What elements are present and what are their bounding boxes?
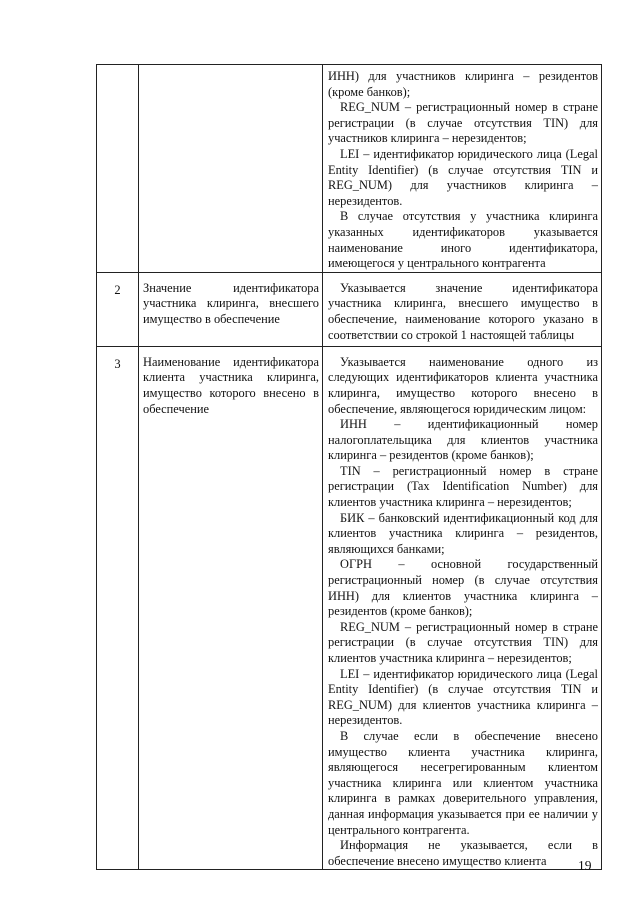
row-number-cell: 2 xyxy=(97,272,139,346)
table-row xyxy=(97,346,602,870)
description-paragraph: Указывается наименование одного из следующих идентификаторов клиента участника клиринга, имущество которого внесено в обеспечение, являющегося юридическим лицом: xyxy=(328,354,598,416)
field-name-cell: Значение идентификатора участника клиринга, внесшего имущество в обеспечение xyxy=(139,272,323,346)
description-paragraph: В случае если в обеспечение внесено имущество клиента участника клиринга, являющегося несегрегированным клиентом участника клиринга или клиентом участника клиринга в рамках доверительного управления, данная информация указывается при ее наличии у центрального контрагента. xyxy=(328,728,598,837)
description-paragraph: LEI – идентификатор юридического лица (Legal Entity Identifier) (в случае отсутствия TIN и REG_NUM) для участников клиринга – нерезидентов. xyxy=(328,146,598,208)
row-number-cell: 3 xyxy=(97,346,139,870)
description-paragraph: TIN – регистрационный номер в стране регистрации (Tax Identification Number) для клиентов участника клиринга – нерезидентов; xyxy=(328,463,598,510)
description-cell xyxy=(323,272,602,346)
document-table xyxy=(96,64,602,870)
description-paragraph: ИНН) для участников клиринга – резидентов (кроме банков); xyxy=(328,69,598,99)
field-name-cell: Наименование идентификатора клиента участника клиринга, имущество которого внесено в обеспечение xyxy=(139,346,323,870)
description-paragraph: Указывается значение идентификатора участника клиринга, внесшего имущество в обеспечение, наименование которого указано в соответствии со строкой 1 настоящей таблицы xyxy=(328,280,598,342)
description-paragraph: БИК – банковский идентификационный код для клиентов участника клиринга – резидентов, являющихся банками; xyxy=(328,510,598,556)
description-paragraph: ИНН – идентификационный номер налогоплательщика для клиентов участника клиринга – резидентов (кроме банков); xyxy=(328,417,598,463)
table-row xyxy=(97,65,602,273)
description-paragraph: ОГРН – основной государственный регистрационный номер (в случае отсутствия ИНН) для клиентов участника клиринга – резидентов (кроме банков); xyxy=(328,557,598,619)
field-name-cell xyxy=(139,65,323,273)
description-cell xyxy=(323,346,602,870)
table-row xyxy=(97,272,602,346)
description-paragraph: REG_NUM – регистрационный номер в стране регистрации (в случае отсутствия TIN) для клиентов участника клиринга – нерезидентов; xyxy=(328,619,598,665)
page-number: 19 xyxy=(578,858,592,873)
description-cell xyxy=(323,65,602,273)
description-paragraph: LEI – идентификатор юридического лица (Legal Entity Identifier) (в случае отсутствия TIN и REG_NUM) для клиентов участника клиринга – нерезидентов. xyxy=(328,666,598,728)
description-paragraph: REG_NUM – регистрационный номер в стране регистрации (в случае отсутствия TIN) для участников клиринга – нерезидентов; xyxy=(328,100,598,146)
row-number-cell xyxy=(97,65,139,273)
description-paragraph: Информация не указывается, если в обеспечение внесено имущество клиента xyxy=(328,838,598,868)
description-paragraph: В случае отсутствия у участника клиринга указанных идентификаторов указывается наименование иного идентификатора, имеющегося у центрального контрагента xyxy=(328,209,598,271)
